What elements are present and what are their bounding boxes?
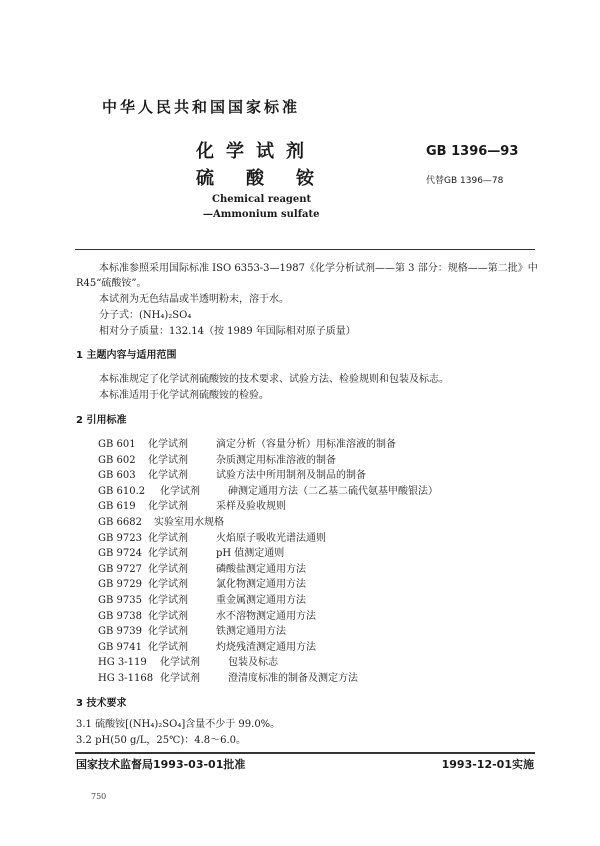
replaces-note: 代替GB 1396—78 [426, 176, 504, 186]
english-title-line1: Chemical reagent [212, 194, 312, 205]
reference-title: 重金属测定通用方法 [216, 595, 306, 606]
reference-code: GB 619 [98, 501, 136, 513]
reference-category: 化学试剂 [148, 439, 188, 450]
english-title-line2: —Ammonium sulfate [203, 209, 320, 220]
header-divider [75, 249, 535, 250]
reference-code: GB 9724 [98, 548, 142, 560]
standard-number: GB 1396—93 [426, 144, 519, 159]
reference-item [98, 627, 286, 637]
reference-item [98, 674, 358, 684]
reference-code: GB 9735 [98, 595, 142, 606]
reference-category: 化学试剂 [160, 485, 200, 497]
reference-title: 磷酸盐测定通用方法 [216, 563, 306, 575]
reference-category: 化学试剂 [148, 563, 188, 575]
reference-item [98, 534, 326, 544]
reference-title: 砷测定通用方法（二乙基二硫代氨基甲酸银法） [228, 485, 438, 497]
intro-line2: R45“硫酸铵”。 [76, 278, 147, 289]
section3-heading: 3 技术要求 [76, 698, 127, 709]
reference-title: 水不溶物测定通用方法 [216, 610, 316, 622]
title-line1: 化学试剂 [196, 141, 316, 162]
reference-code: GB 603 [98, 470, 136, 482]
approval-text: 国家技术监督局1993-03-01批准 [76, 758, 246, 771]
reference-item [98, 565, 306, 575]
reference-category: 化学试剂 [148, 532, 188, 544]
reference-title: 杂质测定用标准溶液的制备 [216, 454, 336, 466]
reference-category: 化学试剂 [148, 641, 188, 653]
reference-code: GB 9729 [98, 579, 142, 591]
reference-title: 实验室用水规格 [154, 517, 224, 528]
description: 本试剂为无色结晶或半透明粉末，溶于水。 [99, 294, 289, 305]
reference-code: GB 9723 [98, 532, 142, 544]
section1-para2: 本标准适用于化学试剂硫酸铵的检验。 [99, 390, 269, 401]
requirement-3-1: 3.1 硫酸铵[(NH₄)₂SO₄]含量不少于 99.0%。 [76, 719, 281, 730]
reference-item [98, 440, 396, 450]
reference-code: GB 601 [98, 439, 136, 450]
molar-mass: 相对分子质量：132.14（按 1989 年国际相对原子质量） [99, 326, 356, 337]
reference-item [98, 643, 316, 653]
section1-heading: 1 主题内容与适用范围 [76, 350, 177, 361]
reference-code: GB 9727 [98, 563, 142, 575]
reference-title: 试验方法中所用制剂及制品的制备 [216, 470, 366, 482]
page-number: 750 [91, 792, 107, 801]
reference-code: GB 610.2 [98, 485, 146, 497]
reference-title: 澄清度标准的制备及测定方法 [228, 673, 358, 684]
reference-item [98, 518, 224, 528]
reference-item [98, 471, 366, 481]
reference-title: 灼烧残渣测定通用方法 [216, 641, 316, 653]
reference-item [98, 502, 286, 512]
reference-item [98, 596, 306, 606]
reference-item [98, 658, 278, 668]
reference-category: 化学试剂 [160, 673, 200, 684]
reference-code: GB 6682 [98, 517, 142, 528]
reference-item [98, 456, 336, 466]
reference-item [98, 580, 306, 590]
reference-title: 火焰原子吸收光谱法通则 [216, 532, 326, 544]
intro-line1: 本标准参照采用国际标准 ISO 6353-3—1987《化学分析试剂——第 3 部分：规格——第二批》中 [99, 263, 538, 274]
reference-item [98, 612, 316, 622]
reference-code: HG 3-119 [98, 657, 147, 669]
reference-category: 化学试剂 [148, 470, 188, 482]
reference-title: pH 值测定通则 [216, 548, 285, 560]
reference-category: 化学试剂 [148, 579, 188, 591]
reference-code: GB 9738 [98, 610, 142, 622]
reference-code: GB 9739 [98, 626, 142, 638]
reference-code: HG 3-1168 [98, 673, 154, 684]
reference-category: 化学试剂 [148, 595, 188, 606]
reference-code: GB 9741 [98, 641, 142, 653]
reference-item [98, 549, 284, 559]
formula: 分子式：(NH₄)₂SO₄ [99, 310, 192, 321]
section1-para1: 本标准规定了化学试剂硫酸铵的技术要求、试验方法、检验规则和包装及标志。 [99, 374, 449, 385]
requirement-3-2: 3.2 pH(50 g/L，25℃)：4.8～6.0。 [76, 735, 247, 746]
reference-category: 化学试剂 [148, 454, 188, 466]
effective-date: 1993-12-01实施 [441, 758, 534, 771]
reference-item [98, 487, 438, 497]
footer-divider [75, 752, 535, 754]
reference-title: 包装及标志 [228, 657, 278, 669]
reference-title: 滴定分析（容量分析）用标准溶液的制备 [216, 439, 396, 450]
standard-org: 中华人民共和国国家标准 [102, 98, 301, 116]
section2-heading: 2 引用标准 [76, 415, 127, 426]
reference-title: 铁测定通用方法 [216, 626, 286, 638]
reference-title: 氯化物测定通用方法 [216, 579, 306, 591]
reference-category: 化学试剂 [148, 610, 188, 622]
reference-category: 化学试剂 [148, 501, 188, 513]
reference-category: 化学试剂 [148, 626, 188, 638]
reference-category: 化学试剂 [148, 548, 188, 560]
title-line2: 硫酸铵 [196, 168, 346, 189]
reference-code: GB 602 [98, 454, 136, 466]
reference-title: 采样及验收规则 [216, 501, 286, 513]
reference-category: 化学试剂 [160, 657, 200, 669]
